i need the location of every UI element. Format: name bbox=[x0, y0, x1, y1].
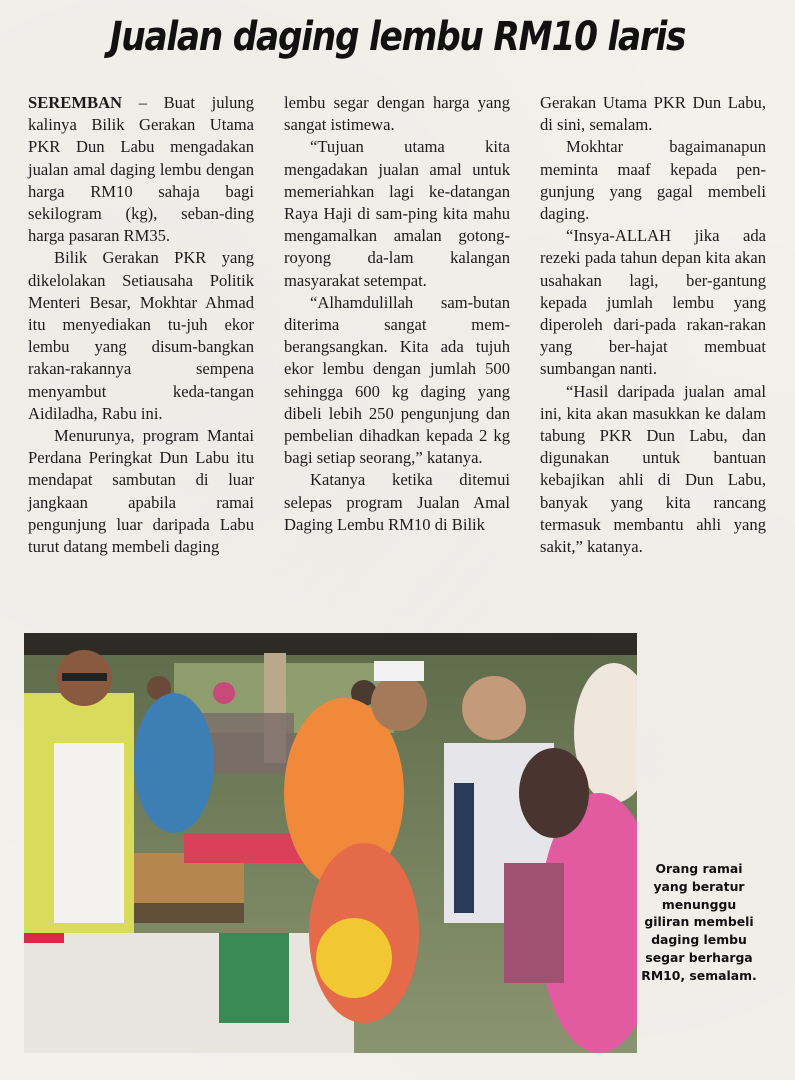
article-paragraph: Katanya ketika ditemui selepas program Jualan Amal Daging Lembu RM10 di Bilik bbox=[284, 470, 510, 534]
article-paragraph: Menurunya, program Mantai Perdana Peringkat Dun Labu itu mendapat sambutan di luar jangkaan apabila ramai pengunjung luar daripada Labu turut datang membeli daging bbox=[28, 426, 254, 557]
article-paragraph: “Hasil daripada jualan amal ini, kita akan masukkan ke dalam tabung PKR Dun Labu, dan digunakan untuk bantuan kebajikan ahli di Dun Labu, banyak yang kita rancang termasuk membantu ahli yang sakit,” katanya. bbox=[540, 381, 766, 557]
article-paragraph: “Alhamdulillah sam-butan diterima sangat mem-berangsangkan. Kita ada tujuh ekor lembu dengan jumlah 500 sehingga 600 kg daging yang dibeli lebih 250 pengunjung dan pembelian dihadkan kepada 2 kg bagi setiap seorang,” katanya. bbox=[284, 292, 510, 468]
vendor-apron bbox=[54, 743, 124, 923]
article-paragraph: lembu segar dengan harga yang sangat istimewa. bbox=[284, 93, 510, 135]
dateline: SEREMBAN bbox=[28, 93, 123, 112]
blue-headscarf bbox=[134, 693, 214, 833]
meat-bags bbox=[184, 833, 304, 863]
news-photo bbox=[24, 633, 637, 1053]
article-body bbox=[28, 92, 768, 607]
article-paragraph: “Insya-ALLAH jika ada rezeki pada tahun depan kita akan usahakan lagi, ber-gantung kepada jumlah lembu yang diperoleh dari-pada rakan-rakan yang ber-hajat membuat sumbangan nanti. bbox=[540, 226, 766, 379]
sunglasses bbox=[62, 673, 107, 681]
paragraph-text: – Buat julung kalinya Bilik Gerakan Utama PKR Dun Labu mengadakan jualan amal daging lembu dengan harga RM10 sahaja bagi sekilogram (kg), seban-ding harga pasaran RM35. bbox=[28, 93, 254, 246]
child-headscarf bbox=[316, 918, 392, 998]
article-column-1 bbox=[28, 92, 254, 558]
article-paragraph: Gerakan Utama PKR Dun Labu, di sini, semalam. bbox=[540, 93, 766, 135]
white-cap bbox=[374, 661, 424, 681]
man-head bbox=[462, 676, 526, 740]
article-paragraph: Bilik Gerakan PKR yang dikelolakan Setiausaha Politik Menteri Besar, Mokhtar Ahmad itu menyediakan tu-juh ekor lembu yang disum-bangkan rakan-rakannya sempena menyambut keda-tangan Aidiladha, Rabu ini. bbox=[28, 248, 254, 423]
article-column-3 bbox=[540, 92, 766, 558]
lanyard bbox=[454, 783, 474, 913]
headline: Jualan daging lembu RM10 laris bbox=[109, 14, 686, 60]
woman-head bbox=[519, 748, 589, 838]
person-head bbox=[213, 682, 235, 704]
article-paragraph bbox=[28, 92, 254, 247]
photo-caption: Orang ramai yang beratur menunggu giliran membeli daging lembu segar berharga RM10, semalam. bbox=[641, 861, 757, 983]
man-head bbox=[371, 675, 427, 731]
purple-clothing bbox=[504, 863, 564, 983]
article-paragraph: “Tujuan utama kita mengadakan jualan amal untuk memeriahkan lagi ke-datangan Raya Haji di sam-ping kita mahu mengamalkan amalan gotong-royong da-lam kalangan masyarakat setempat. bbox=[284, 137, 510, 290]
table bbox=[24, 933, 354, 1053]
green-bag bbox=[219, 933, 289, 1023]
article-column-2 bbox=[284, 92, 510, 536]
article-paragraph: Mokhtar bagaimanapun meminta maaf kepada pen-gunjung yang gagal membeli daging. bbox=[540, 137, 766, 224]
canopy bbox=[24, 633, 637, 655]
crowd-illustration bbox=[24, 633, 637, 1053]
